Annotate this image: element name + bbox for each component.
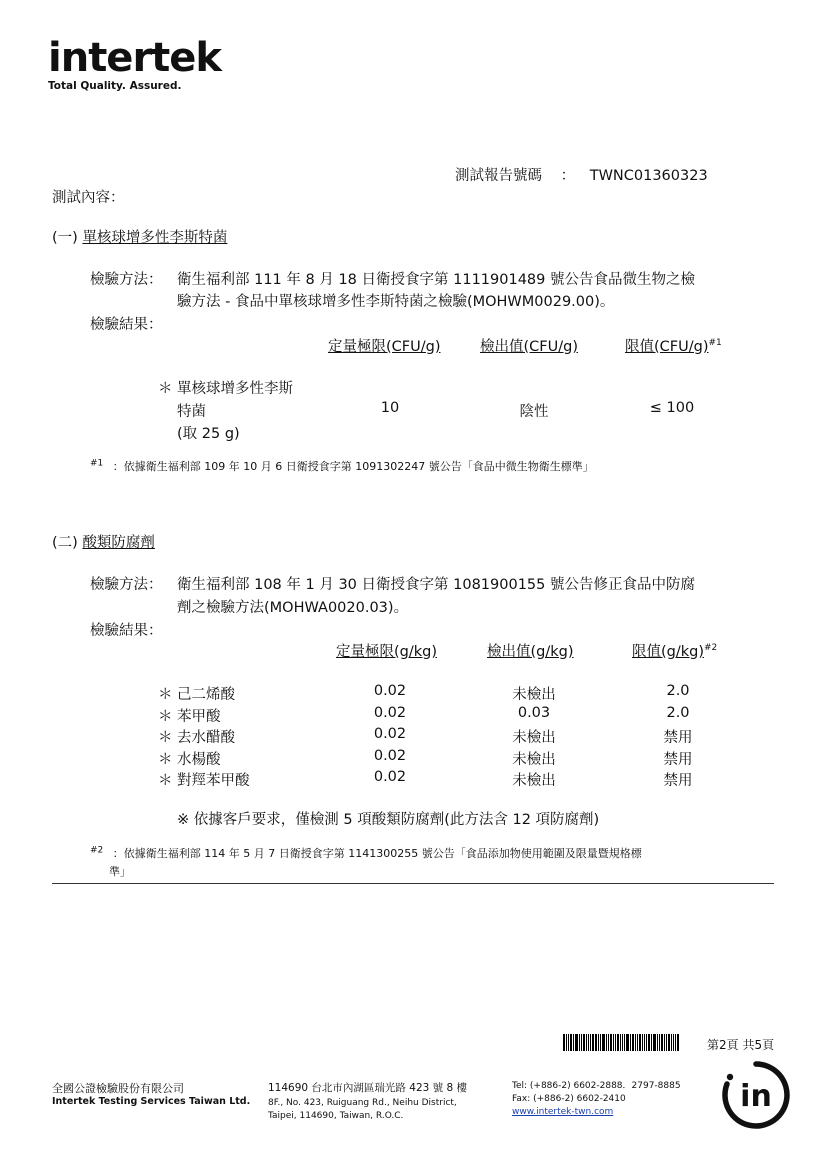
section1-row-name-2: 特菌 (177, 404, 206, 420)
section1-row-loq: 10 (380, 400, 400, 416)
footer-address-en2: Taipei, 114690, Taiwan, R.O.C. (268, 1111, 404, 1121)
section2-footnote-line1: ：依據衛生福利部 114 年 5 月 7 日衛授食字第 1141300255 號公告「食品添加物使用範圍及限量暨規格標 (112, 847, 642, 860)
barcode-bar (613, 1034, 614, 1051)
row-name: 去水醋酸 (177, 730, 235, 746)
section2-footnote (90, 845, 642, 861)
section1-number: (一) (52, 230, 78, 246)
section1-method-label: 檢驗方法： (90, 272, 163, 288)
section1-row-mark: ＊ (158, 381, 173, 397)
logo-wordmark: intertek (48, 35, 222, 81)
row-name: 己二烯酸 (177, 687, 235, 703)
footer-website-link[interactable]: www.intertek-twn.com (512, 1107, 614, 1117)
section-divider (52, 883, 774, 884)
section2-col-limit (632, 640, 717, 661)
barcode-bar (637, 1034, 638, 1051)
section1-row-name-3: (取 25 g) (177, 426, 240, 442)
footer-company-en: Intertek Testing Services Taiwan Ltd. (52, 1096, 251, 1107)
barcode-bar (617, 1034, 619, 1051)
barcode-bar (632, 1034, 634, 1051)
barcode-bar (579, 1034, 580, 1051)
section1-row-detect: 陰性 (519, 404, 549, 420)
row-limit: 禁用 (663, 752, 693, 768)
section2-remark: ※ 依據客戶要求，僅檢測 5 項酸類防腐劑(此方法含 12 項防腐劑) (177, 812, 600, 828)
page-number: 第2頁 共5頁 (707, 1038, 775, 1052)
barcode-bar (622, 1034, 623, 1051)
footer-contact (512, 1080, 681, 1119)
barcode-bar (588, 1034, 589, 1051)
barcode-bar (608, 1034, 609, 1051)
barcode-bar (598, 1034, 599, 1051)
barcode-bar (573, 1034, 574, 1051)
barcode-bar (624, 1034, 625, 1051)
section1-result-label: 檢驗結果： (90, 317, 163, 333)
section1-col-limit-sup: #1 (708, 338, 722, 349)
section2-method-line2: 劑之檢驗方法(MOHWA0020.03)。 (177, 600, 409, 616)
barcode-bar (673, 1034, 674, 1051)
section1-heading (52, 226, 227, 247)
footer-tel: Tel: (+886-2) 6602-2888．2797-8885 (512, 1081, 681, 1091)
row-loq: 0.02 (373, 683, 407, 699)
barcode-bar (664, 1034, 665, 1051)
section2-col-loq: 定量極限(g/kg) (336, 644, 438, 660)
footer-address-en1: 8F., No. 423, Ruiguang Rd., Neihu District, (268, 1098, 457, 1108)
barcode-bar (602, 1034, 605, 1051)
section2-method-line1: 衛生福利部 108 年 1 月 30 日衛授食字第 1081900155 號公告修正食品中防腐 (177, 577, 695, 593)
barcode-bar (661, 1034, 663, 1051)
barcode-bar (626, 1034, 629, 1051)
row-mark: ＊ (158, 730, 173, 746)
report-number-label: 測試報告號碼 (455, 168, 542, 184)
barcode-bar (575, 1034, 578, 1051)
barcode-bar (595, 1034, 597, 1051)
barcode-bar (606, 1034, 607, 1051)
row-detect: 未檢出 (512, 752, 556, 768)
row-name: 水楊酸 (177, 752, 221, 768)
section1-row-name-1: 單核球增多性李斯 (177, 381, 293, 397)
logo-tagline: Total Quality. Assured. (48, 80, 182, 92)
report-number-value: TWNC01360323 (589, 168, 708, 184)
section2-method-label: 檢驗方法： (90, 577, 163, 593)
company-logo (48, 35, 222, 92)
section2-col-detect: 檢出值(g/kg) (487, 644, 574, 660)
section2-number: (二) (52, 535, 78, 551)
barcode-bar (677, 1034, 679, 1051)
footer-company (52, 1082, 250, 1108)
section2-result-label: 檢驗結果： (90, 623, 163, 639)
row-mark: ＊ (158, 752, 173, 768)
barcode-bar (600, 1034, 601, 1051)
barcode-bar (620, 1034, 621, 1051)
row-detect: 未檢出 (512, 730, 556, 746)
row-detect: 未檢出 (512, 773, 556, 789)
section1-method-line1: 衛生福利部 111 年 8 月 18 日衛授食字第 1111901489 號公告食品微生物之檢 (177, 272, 695, 288)
row-detect: 0.03 (517, 705, 551, 721)
section2-footnote-sup: #2 (90, 845, 104, 856)
barcode-bar (592, 1034, 594, 1051)
report-number-sep: ： (560, 168, 576, 184)
row-limit: 禁用 (663, 773, 693, 789)
barcode-bar (570, 1034, 572, 1051)
section1-footnote-text: ：依據衛生福利部 109 年 10 月 6 日衛授食字第 1091302247 號公告「食品中微生物衛生標準」 (112, 460, 594, 473)
row-limit: 禁用 (663, 730, 693, 746)
section1-col-loq: 定量極限(CFU/g) (328, 339, 441, 355)
barcode-bar (630, 1034, 631, 1051)
barcode-bar (590, 1034, 591, 1051)
footer-address-zh: 114690 台北市內湖區瑞光路 423 號 8 樓 (268, 1082, 467, 1094)
barcode-bar (581, 1034, 582, 1051)
row-mark: ＊ (158, 687, 173, 703)
section1-row-limit: ≤ 100 (649, 400, 695, 416)
content-label: 測試內容： (52, 190, 125, 206)
section1-col-detect: 檢出值(CFU/g) (480, 339, 578, 355)
section2-col-limit-sup: #2 (704, 643, 718, 654)
section1-col-limit-text: 限值(CFU/g) (625, 339, 709, 355)
barcode-bar (659, 1034, 660, 1051)
barcode-bar (653, 1034, 656, 1051)
barcode-bar (568, 1034, 569, 1051)
barcode-bar (586, 1034, 587, 1051)
row-loq: 0.02 (373, 748, 407, 764)
intertek-badge-svg (721, 1060, 791, 1130)
barcode-bar (644, 1034, 645, 1051)
barcode-bar (639, 1034, 641, 1051)
barcode-bar (668, 1034, 670, 1051)
barcode-bar (671, 1034, 672, 1051)
barcode-bar (648, 1034, 650, 1051)
footer-address (268, 1082, 467, 1123)
barcode-bar (615, 1034, 616, 1051)
barcode-bar (566, 1034, 567, 1051)
section1-footnote-sup: #1 (90, 458, 104, 469)
intertek-badge-icon (721, 1060, 791, 1130)
badge-text: in (740, 1079, 772, 1114)
barcode-bar (635, 1034, 636, 1051)
row-limit: 2.0 (666, 705, 690, 721)
barcode-bar (675, 1034, 676, 1051)
row-loq: 0.02 (373, 769, 407, 785)
section1-method-line2: 驗方法 - 食品中單核球增多性李斯特菌之檢驗(MOHWM0029.00)。 (177, 294, 615, 310)
barcode-bar (610, 1034, 612, 1051)
barcode (563, 1034, 693, 1051)
footer-fax: Fax: (+886-2) 6602-2410 (512, 1094, 626, 1104)
footer-company-zh: 全國公證檢驗股份有限公司 (52, 1082, 184, 1095)
section1-col-limit (625, 335, 722, 356)
section2-footnote-line2: 準」 (109, 865, 131, 878)
row-name: 苯甲酸 (177, 709, 221, 725)
row-limit: 2.0 (666, 683, 690, 699)
section2-title: 酸類防腐劑 (82, 535, 155, 551)
barcode-bar (651, 1034, 652, 1051)
section2-heading (52, 531, 155, 552)
barcode-bar (666, 1034, 667, 1051)
barcode-bar (563, 1034, 565, 1051)
row-loq: 0.02 (373, 726, 407, 742)
row-detect: 未檢出 (512, 687, 556, 703)
row-mark: ＊ (158, 773, 173, 789)
barcode-bar (646, 1034, 647, 1051)
barcode-bar (642, 1034, 643, 1051)
report-number (455, 164, 708, 185)
section1-footnote (90, 458, 594, 474)
section1-title: 單核球增多性李斯特菌 (82, 230, 228, 246)
row-mark: ＊ (158, 709, 173, 725)
barcode-bar (657, 1034, 658, 1051)
section2-col-limit-text: 限值(g/kg) (632, 644, 705, 660)
row-loq: 0.02 (373, 705, 407, 721)
row-name: 對羥苯甲酸 (177, 773, 250, 789)
barcode-bar (583, 1034, 585, 1051)
